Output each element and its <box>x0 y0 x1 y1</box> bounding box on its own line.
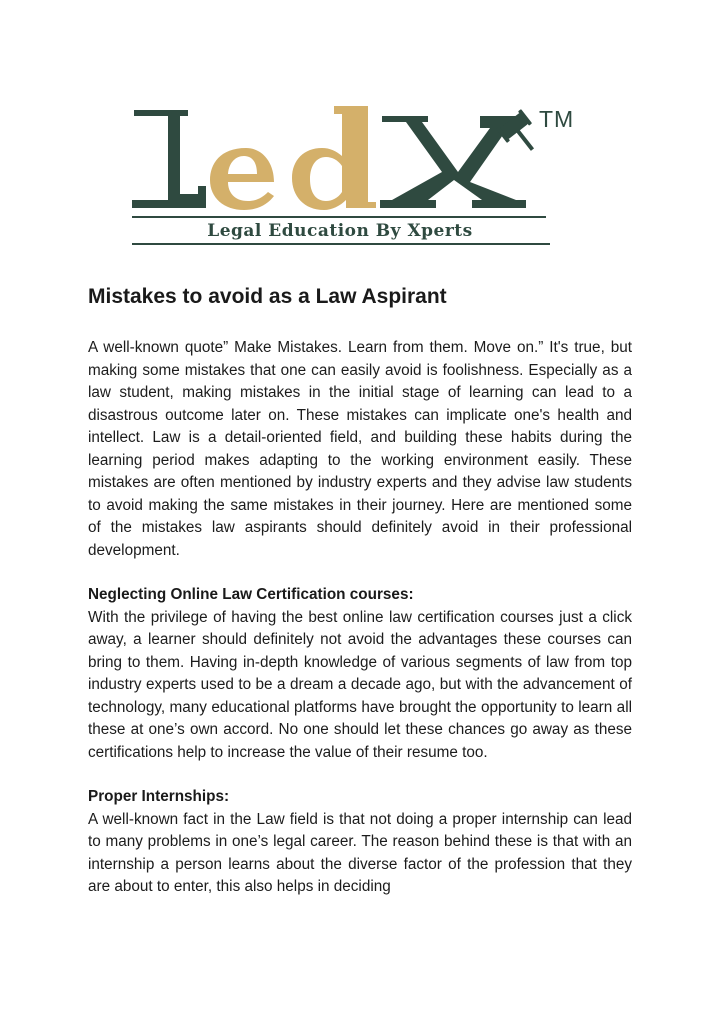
ledx-wordmark-graphic <box>128 102 558 220</box>
ledx-wordmark <box>128 102 558 220</box>
logo-tagline: Legal Education By Xperts <box>207 221 473 241</box>
trademark-symbol: TM <box>539 106 575 132</box>
ledx-logo <box>128 102 598 252</box>
section-online-certification <box>88 584 632 764</box>
section-proper-internships <box>88 786 632 899</box>
section-body: A well-known fact in the Law field is that not doing a proper internship can lead to many problems in one’s legal career. The reason behind these is that with an internship a person learns about the diverse factor of the profession that they are about to enter, this also helps in deciding <box>88 810 632 895</box>
section-body: With the privilege of having the best online law certification courses just a click away, a learner should definitely not avoid the advantages these courses can bring to them. Having in-depth knowledge of various segments of law from top industry experts used to be a dream a decade ago, but with the advancement of technology, many educational platforms have brought the opportunity to learn all these at one’s own accord. No one should let these chances go away as these certifications help to increase the value of their resume too. <box>88 608 632 761</box>
section-heading: Proper Internships: <box>88 788 230 805</box>
section-heading: Neglecting Online Law Certification courses: <box>88 586 414 603</box>
logo-rule-bottom <box>132 243 550 245</box>
article-title: Mistakes to avoid as a Law Aspirant <box>88 285 447 308</box>
article <box>88 283 632 899</box>
article-intro: A well-known quote” Make Mistakes. Learn from them. Move on.” It's true, but making some mistakes that one can easily avoid is foolishness. Especially as a law student, making mistakes in the initial stage of learning can lead to a disastrous outcome later on. These mistakes can implicate one's health and intellect. Law is a detail-oriented field, and building these habits during the learning period makes adapting to the working environment easily. These mistakes are often mentioned by industry experts and they advise law students to avoid making the same mistakes in their journey. Here are mentioned some of the mistakes law aspirants should definitely avoid in their professional development. <box>88 339 632 559</box>
